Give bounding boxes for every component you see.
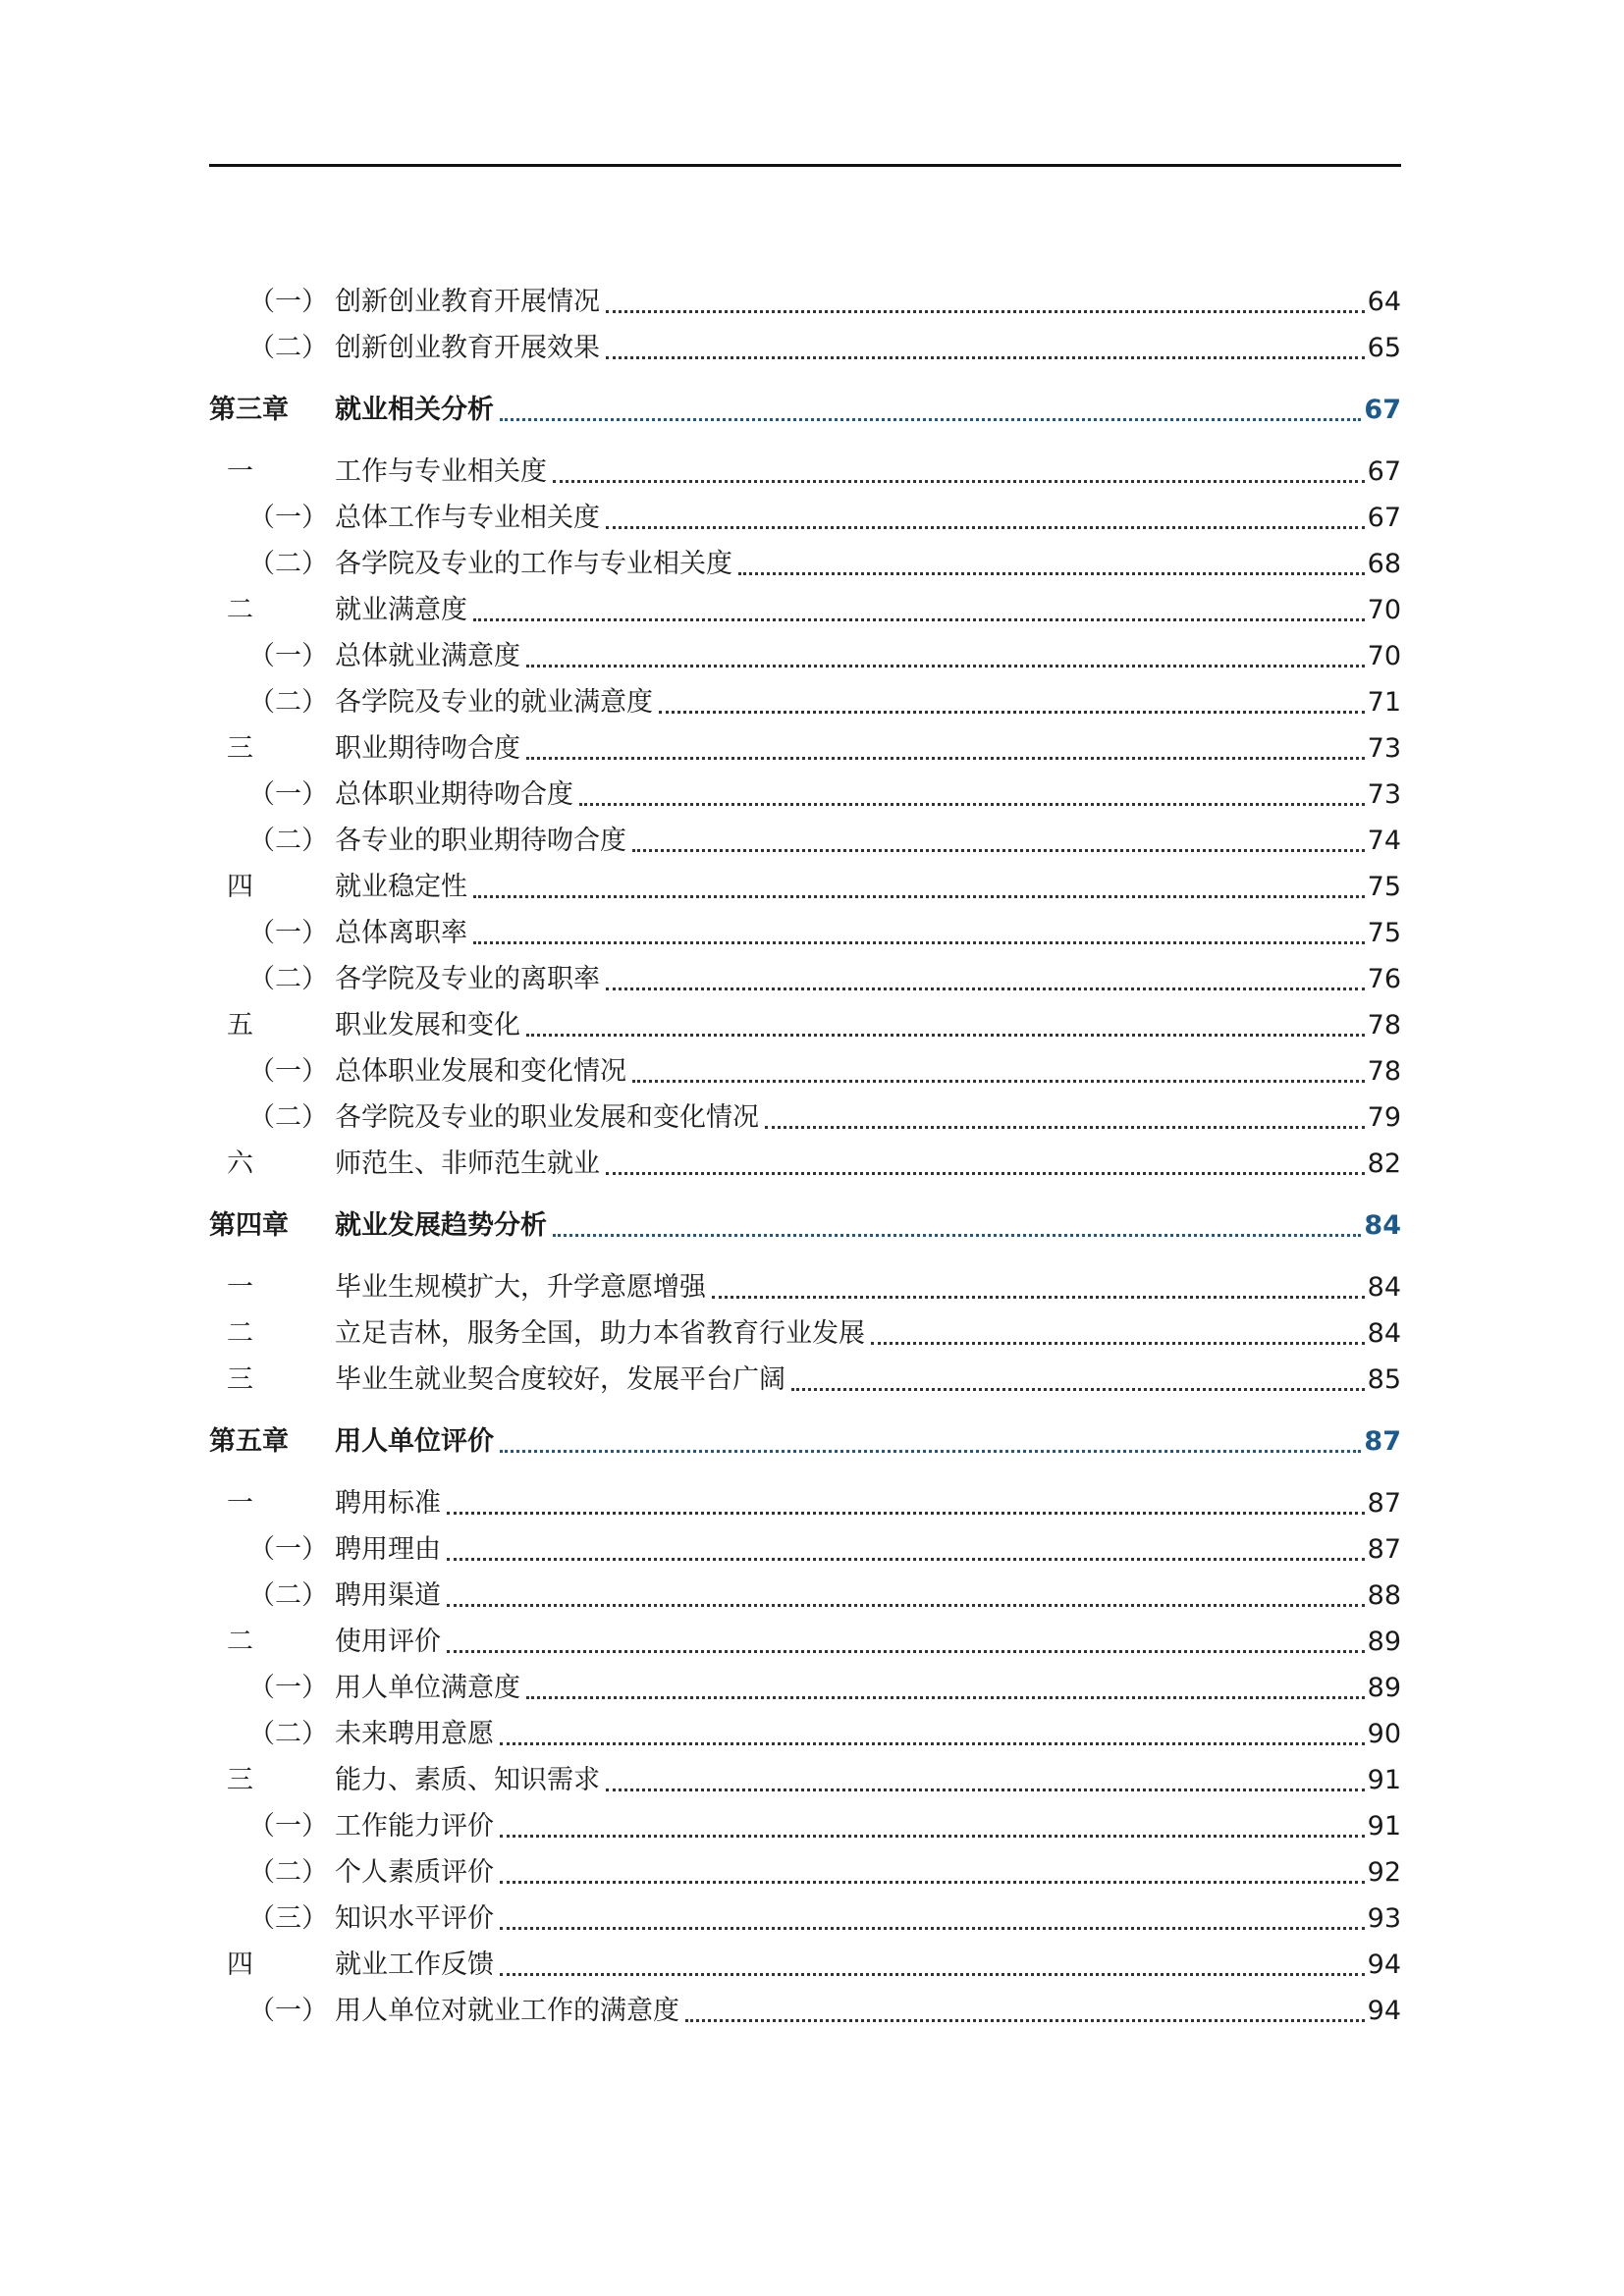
toc-entry-number: 三 xyxy=(227,1765,253,1795)
toc-entry-number: （二） xyxy=(248,1102,328,1133)
toc-entry[interactable] xyxy=(209,1141,1401,1187)
toc-entry-title: 用人单位对就业工作的满意度 xyxy=(335,1996,679,2026)
toc-entry-number: 六 xyxy=(227,1148,253,1179)
toc-entry-page-number: 73 xyxy=(1367,779,1401,810)
toc-entry-page-number: 84 xyxy=(1367,1272,1401,1303)
toc-entry-page-number: 90 xyxy=(1367,1719,1401,1749)
toc-entry[interactable] xyxy=(209,1896,1401,1942)
dot-leader xyxy=(447,1526,1365,1573)
dot-leader xyxy=(500,1711,1365,1757)
toc-entry-title: 各学院及专业的职业发展和变化情况 xyxy=(335,1102,759,1133)
table-of-contents xyxy=(209,279,1401,2034)
dot-leader xyxy=(738,541,1365,587)
dot-leader xyxy=(632,818,1365,864)
toc-entry-title: 个人素质评价 xyxy=(335,1857,494,1888)
toc-entry-title: 师范生、非师范生就业 xyxy=(335,1148,600,1179)
toc-entry-title: 工作与专业相关度 xyxy=(335,456,547,487)
toc-entry-title: 各学院及专业的工作与专业相关度 xyxy=(335,549,732,579)
toc-entry-title: 聘用标准 xyxy=(335,1488,441,1519)
toc-entry[interactable] xyxy=(209,449,1401,495)
toc-entry[interactable] xyxy=(209,1048,1401,1095)
toc-entry[interactable] xyxy=(209,279,1401,325)
toc-entry-title: 就业相关分析 xyxy=(335,395,494,425)
toc-entry-number: 二 xyxy=(227,1627,253,1657)
toc-entry-page-number: 84 xyxy=(1367,1318,1401,1349)
toc-entry-number: （一） xyxy=(248,1811,328,1842)
toc-entry[interactable] xyxy=(209,956,1401,1002)
dot-leader xyxy=(473,864,1365,910)
dot-leader xyxy=(791,1357,1365,1403)
toc-entry-title: 职业期待吻合度 xyxy=(335,733,520,764)
toc-entry[interactable] xyxy=(209,1665,1401,1711)
toc-chapter-entry[interactable] xyxy=(209,1418,1401,1465)
toc-entry-number: 二 xyxy=(227,595,253,625)
toc-entry-title: 就业发展趋势分析 xyxy=(335,1210,547,1241)
toc-entry-number: 四 xyxy=(227,1949,253,1980)
toc-entry-page-number: 76 xyxy=(1367,964,1401,994)
toc-entry-title: 使用评价 xyxy=(335,1627,441,1657)
toc-entry-page-number: 89 xyxy=(1367,1673,1401,1703)
toc-entry-title: 各学院及专业的就业满意度 xyxy=(335,687,653,718)
toc-entry-number: （一） xyxy=(248,779,328,810)
dot-leader xyxy=(553,1202,1361,1249)
dot-leader xyxy=(659,679,1365,725)
dot-leader xyxy=(526,1665,1365,1711)
toc-entry-page-number: 87 xyxy=(1367,1488,1401,1519)
toc-entry-number: （二） xyxy=(248,826,328,856)
toc-entry-number: （一） xyxy=(248,641,328,671)
dot-leader xyxy=(765,1095,1365,1141)
toc-entry-title: 用人单位满意度 xyxy=(335,1673,520,1703)
toc-entry[interactable] xyxy=(209,633,1401,679)
toc-entry-number: （一） xyxy=(248,287,328,317)
dot-leader xyxy=(447,1480,1365,1526)
toc-entry-page-number: 73 xyxy=(1367,733,1401,764)
dot-leader xyxy=(606,325,1365,371)
toc-entry-title: 总体职业发展和变化情况 xyxy=(335,1056,626,1087)
toc-entry[interactable] xyxy=(209,1711,1401,1757)
toc-entry-number: 第五章 xyxy=(209,1426,289,1457)
toc-entry-number: （一） xyxy=(248,1996,328,2026)
dot-leader xyxy=(447,1619,1365,1665)
toc-entry[interactable] xyxy=(209,818,1401,864)
toc-entry-page-number: 87 xyxy=(1364,1426,1401,1457)
toc-entry[interactable] xyxy=(209,325,1401,371)
toc-entry[interactable] xyxy=(209,725,1401,772)
toc-entry-page-number: 75 xyxy=(1367,918,1401,948)
dot-leader xyxy=(606,956,1365,1002)
toc-entry-title: 知识水平评价 xyxy=(335,1903,494,1934)
toc-entry-page-number: 68 xyxy=(1367,549,1401,579)
dot-leader xyxy=(606,1141,1365,1187)
toc-entry-number: 一 xyxy=(227,1272,253,1303)
toc-entry-title: 毕业生就业契合度较好，发展平台广阔 xyxy=(335,1364,785,1395)
toc-entry-title: 工作能力评价 xyxy=(335,1811,494,1842)
dot-leader xyxy=(685,1988,1365,2034)
toc-entry-title: 总体就业满意度 xyxy=(335,641,520,671)
dot-leader xyxy=(526,633,1365,679)
toc-entry-page-number: 78 xyxy=(1367,1010,1401,1041)
toc-entry[interactable] xyxy=(209,1988,1401,2034)
toc-entry-title: 用人单位评价 xyxy=(335,1426,494,1457)
toc-entry-page-number: 65 xyxy=(1367,333,1401,363)
dot-leader xyxy=(500,1803,1365,1849)
toc-entry-page-number: 79 xyxy=(1367,1102,1401,1133)
dot-leader xyxy=(712,1264,1365,1310)
toc-entry-title: 创新创业教育开展情况 xyxy=(335,287,600,317)
dot-leader xyxy=(500,387,1361,433)
dot-leader xyxy=(500,1418,1361,1465)
toc-entry-number: （一） xyxy=(248,1056,328,1087)
header-rule xyxy=(209,164,1401,167)
toc-entry-number: （一） xyxy=(248,1673,328,1703)
toc-entry[interactable] xyxy=(209,587,1401,633)
dot-leader xyxy=(526,725,1365,772)
toc-entry[interactable] xyxy=(209,1757,1401,1803)
toc-entry-number: （一） xyxy=(248,918,328,948)
toc-entry-number: 四 xyxy=(227,872,253,902)
dot-leader xyxy=(473,910,1365,956)
toc-entry-page-number: 74 xyxy=(1367,826,1401,856)
toc-entry-page-number: 71 xyxy=(1367,687,1401,718)
toc-entry[interactable] xyxy=(209,495,1401,541)
toc-entry[interactable] xyxy=(209,1619,1401,1665)
toc-entry-page-number: 91 xyxy=(1367,1811,1401,1842)
toc-entry-title: 总体离职率 xyxy=(335,918,467,948)
toc-entry-number: 第四章 xyxy=(209,1210,289,1241)
toc-entry-page-number: 67 xyxy=(1367,456,1401,487)
dot-leader xyxy=(500,1849,1365,1896)
toc-entry-title: 聘用理由 xyxy=(335,1534,441,1565)
dot-leader xyxy=(553,449,1365,495)
toc-entry[interactable] xyxy=(209,1002,1401,1048)
toc-entry-page-number: 94 xyxy=(1367,1949,1401,1980)
toc-entry-title: 立足吉林，服务全国，助力本省教育行业发展 xyxy=(335,1318,865,1349)
toc-entry-page-number: 89 xyxy=(1367,1627,1401,1657)
toc-entry-number: （一） xyxy=(248,503,328,533)
dot-leader xyxy=(500,1942,1365,1988)
toc-entry-number: 二 xyxy=(227,1318,253,1349)
toc-entry-page-number: 85 xyxy=(1367,1364,1401,1395)
toc-entry-page-number: 67 xyxy=(1364,395,1401,425)
dot-leader xyxy=(606,495,1365,541)
toc-entry-page-number: 78 xyxy=(1367,1056,1401,1087)
toc-entry[interactable] xyxy=(209,1942,1401,1988)
toc-entry-title: 就业稳定性 xyxy=(335,872,467,902)
toc-entry-number: （二） xyxy=(248,1580,328,1611)
toc-entry[interactable] xyxy=(209,679,1401,725)
toc-entry-page-number: 88 xyxy=(1367,1580,1401,1611)
toc-entry[interactable] xyxy=(209,772,1401,818)
toc-entry-title: 就业满意度 xyxy=(335,595,467,625)
toc-entry[interactable] xyxy=(209,1573,1401,1619)
toc-entry-number: （二） xyxy=(248,964,328,994)
toc-entry-page-number: 75 xyxy=(1367,872,1401,902)
toc-entry-page-number: 70 xyxy=(1367,595,1401,625)
toc-entry-number: （二） xyxy=(248,1857,328,1888)
toc-entry[interactable] xyxy=(209,864,1401,910)
toc-entry[interactable] xyxy=(209,1526,1401,1573)
toc-entry-title: 总体职业期待吻合度 xyxy=(335,779,573,810)
toc-entry-number: （二） xyxy=(248,687,328,718)
toc-entry[interactable] xyxy=(209,1310,1401,1357)
toc-entry-page-number: 70 xyxy=(1367,641,1401,671)
dot-leader xyxy=(447,1573,1365,1619)
toc-entry-number: （二） xyxy=(248,1719,328,1749)
toc-entry-title: 毕业生规模扩大，升学意愿增强 xyxy=(335,1272,706,1303)
toc-entry-page-number: 91 xyxy=(1367,1765,1401,1795)
toc-entry-number: 三 xyxy=(227,1364,253,1395)
toc-entry-number: （三） xyxy=(248,1903,328,1934)
toc-entry[interactable] xyxy=(209,1849,1401,1896)
toc-entry-number: 三 xyxy=(227,733,253,764)
toc-entry-number: 一 xyxy=(227,1488,253,1519)
toc-entry-title: 创新创业教育开展效果 xyxy=(335,333,600,363)
dot-leader xyxy=(606,279,1365,325)
toc-chapter-entry[interactable] xyxy=(209,387,1401,433)
toc-entry-page-number: 92 xyxy=(1367,1857,1401,1888)
toc-entry-number: 五 xyxy=(227,1010,253,1041)
toc-entry-number: （一） xyxy=(248,1534,328,1565)
dot-leader xyxy=(526,1002,1365,1048)
toc-entry[interactable] xyxy=(209,1803,1401,1849)
toc-entry-title: 聘用渠道 xyxy=(335,1580,441,1611)
toc-entry-title: 能力、素质、知识需求 xyxy=(335,1765,600,1795)
dot-leader xyxy=(473,587,1365,633)
toc-entry-title: 各学院及专业的离职率 xyxy=(335,964,600,994)
toc-entry-title: 各专业的职业期待吻合度 xyxy=(335,826,626,856)
dot-leader xyxy=(871,1310,1365,1357)
toc-entry-page-number: 94 xyxy=(1367,1996,1401,2026)
toc-chapter-entry[interactable] xyxy=(209,1202,1401,1249)
dot-leader xyxy=(579,772,1365,818)
toc-entry-title: 未来聘用意愿 xyxy=(335,1719,494,1749)
dot-leader xyxy=(632,1048,1365,1095)
toc-entry[interactable] xyxy=(209,1357,1401,1403)
toc-entry-title: 总体工作与专业相关度 xyxy=(335,503,600,533)
toc-entry[interactable] xyxy=(209,1264,1401,1310)
toc-entry[interactable] xyxy=(209,1095,1401,1141)
toc-entry-page-number: 64 xyxy=(1367,287,1401,317)
toc-entry[interactable] xyxy=(209,1480,1401,1526)
toc-entry-page-number: 87 xyxy=(1367,1534,1401,1565)
toc-entry-title: 就业工作反馈 xyxy=(335,1949,494,1980)
dot-leader xyxy=(606,1757,1365,1803)
toc-entry-number: 一 xyxy=(227,456,253,487)
toc-entry-number: （二） xyxy=(248,549,328,579)
toc-entry-page-number: 84 xyxy=(1364,1210,1401,1241)
toc-entry-number: （二） xyxy=(248,333,328,363)
toc-entry-number: 第三章 xyxy=(209,395,289,425)
toc-entry-page-number: 82 xyxy=(1367,1148,1401,1179)
toc-entry-page-number: 93 xyxy=(1367,1903,1401,1934)
dot-leader xyxy=(500,1896,1365,1942)
toc-entry[interactable] xyxy=(209,910,1401,956)
toc-entry[interactable] xyxy=(209,541,1401,587)
toc-entry-title: 职业发展和变化 xyxy=(335,1010,520,1041)
toc-entry-page-number: 67 xyxy=(1367,503,1401,533)
